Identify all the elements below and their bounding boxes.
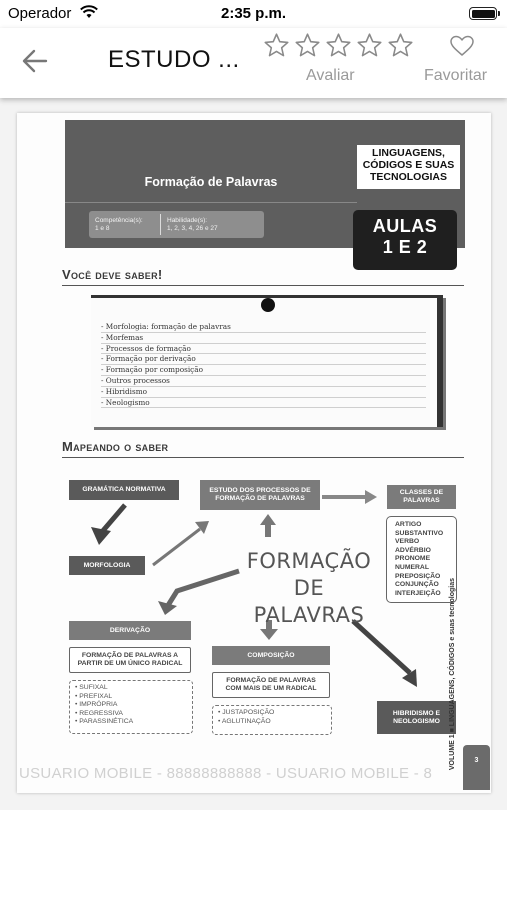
list-item: PRONOME — [395, 555, 431, 563]
list-item: - Neologismo — [101, 398, 426, 409]
document-viewer[interactable] — [0, 98, 507, 810]
classes-list — [386, 516, 457, 603]
competencias-box — [89, 211, 264, 238]
star-icon[interactable] — [263, 32, 290, 59]
composicao-description: FORMAÇÃO DE PALAVRAS COM MAIS DE UM RADICAL — [212, 672, 330, 698]
list-item: • PARASSINÉTICA — [75, 718, 134, 726]
back-arrow-icon[interactable] — [18, 44, 52, 78]
star-icon[interactable] — [294, 32, 321, 59]
star-icon[interactable] — [387, 32, 414, 59]
composicao-box: COMPOSIÇÃO — [212, 646, 330, 665]
list-item: ADVÉRBIO — [395, 546, 431, 554]
list-item: • REGRESSIVA — [75, 709, 123, 717]
list-item: - Formação por derivação — [101, 354, 426, 365]
list-item: • JUSTAPOSIÇÃO — [218, 709, 275, 716]
gramatica-normativa-box: GRAMÁTICA NORMATIVA — [69, 480, 179, 500]
volume-side-label: VOLUME 1 ■ LINGUAGENS, CÓDIGOS e suas tecnologias — [449, 578, 456, 771]
document-page — [17, 113, 491, 793]
area-label: LINGUAGENS, CÓDIGOS E SUAS TECNOLOGIAS — [357, 145, 460, 189]
star-icon[interactable] — [356, 32, 383, 59]
habilidades-value: 1, 2, 3, 4, 26 e 27 — [167, 225, 218, 232]
hibridismo-neologismo-box: HIBRIDISMO E NEOLOGISMO — [377, 701, 456, 734]
aulas-badge: AULAS 1 E 2 — [353, 210, 457, 270]
list-item: - Outros processos — [101, 376, 426, 387]
list-item: SUBSTANTIVO — [395, 529, 444, 537]
carrier-label: Operador — [8, 5, 72, 22]
formacao-de-palavras-title: FORMAÇÃO DE PALAVRAS — [246, 549, 372, 627]
competencias-label: Competência(s): — [95, 217, 143, 224]
estudo-processos-box: ESTUDO DOS PROCESSOS DE FORMAÇÃO DE PALAVRAS — [200, 480, 320, 510]
competencias-value: 1 e 8 — [95, 225, 110, 232]
user-watermark: USUARIO MOBILE - 88888888888 - USUARIO MOBILE - 8 — [19, 765, 433, 782]
list-item: - Formação por composição — [101, 365, 426, 376]
derivacao-tipos-list — [69, 680, 193, 734]
list-item: - Processos de formação — [101, 344, 426, 355]
derivacao-box: DERIVAÇÃO — [69, 621, 191, 640]
list-item: - Morfologia: formação de palavras — [101, 322, 426, 333]
lesson-banner — [65, 120, 465, 257]
list-item: - Hibridismo — [101, 387, 426, 398]
star-icon[interactable] — [325, 32, 352, 59]
battery-icon — [469, 7, 497, 20]
rating-stars[interactable] — [263, 32, 414, 59]
section-heading-mapeando: Mapeando o saber — [62, 439, 169, 454]
list-item: • IMPRÓPRIA — [75, 701, 118, 709]
document-title: ESTUDO ... — [108, 46, 240, 73]
saber-list — [101, 322, 426, 408]
heart-icon[interactable] — [449, 34, 475, 58]
list-item: NUMERAL — [395, 563, 429, 571]
list-item: - Morfemas — [101, 333, 426, 344]
list-item: PREPOSIÇÃO — [395, 572, 441, 580]
list-item: INTERJEIÇÃO — [395, 589, 441, 597]
list-item: CONJUNÇÃO — [395, 581, 439, 589]
bottom-blank-area — [0, 810, 507, 900]
top-bar — [0, 28, 507, 98]
list-item: • SUFIXAL — [75, 684, 108, 691]
list-item: • PREFIXAL — [75, 692, 113, 700]
list-item: ARTIGO — [395, 521, 422, 528]
habilidades-label: Habilidade(s): — [167, 217, 208, 224]
morfologia-box: MORFOLOGIA — [69, 556, 145, 575]
lesson-topic: Formação de Palavras — [144, 175, 278, 189]
clock: 2:35 p.m. — [220, 5, 287, 22]
notebook-list — [91, 295, 443, 427]
composicao-tipos-list — [212, 705, 332, 735]
favorite-label[interactable]: Favoritar — [424, 67, 488, 84]
status-bar — [0, 0, 507, 28]
rate-label[interactable]: Avaliar — [306, 67, 355, 84]
classes-de-palavras-box: CLASSES DE PALAVRAS — [387, 485, 456, 509]
list-item: VERBO — [395, 538, 420, 546]
binder-hole — [261, 298, 275, 312]
section-heading-voce-deve-saber: Você deve saber! — [62, 267, 163, 282]
list-item: • AGLUTINAÇÃO — [218, 717, 271, 725]
derivacao-description: FORMAÇÃO DE PALAVRAS A PARTIR DE UM ÚNICO RADICAL — [69, 647, 191, 673]
page-number: 3 — [463, 745, 490, 790]
